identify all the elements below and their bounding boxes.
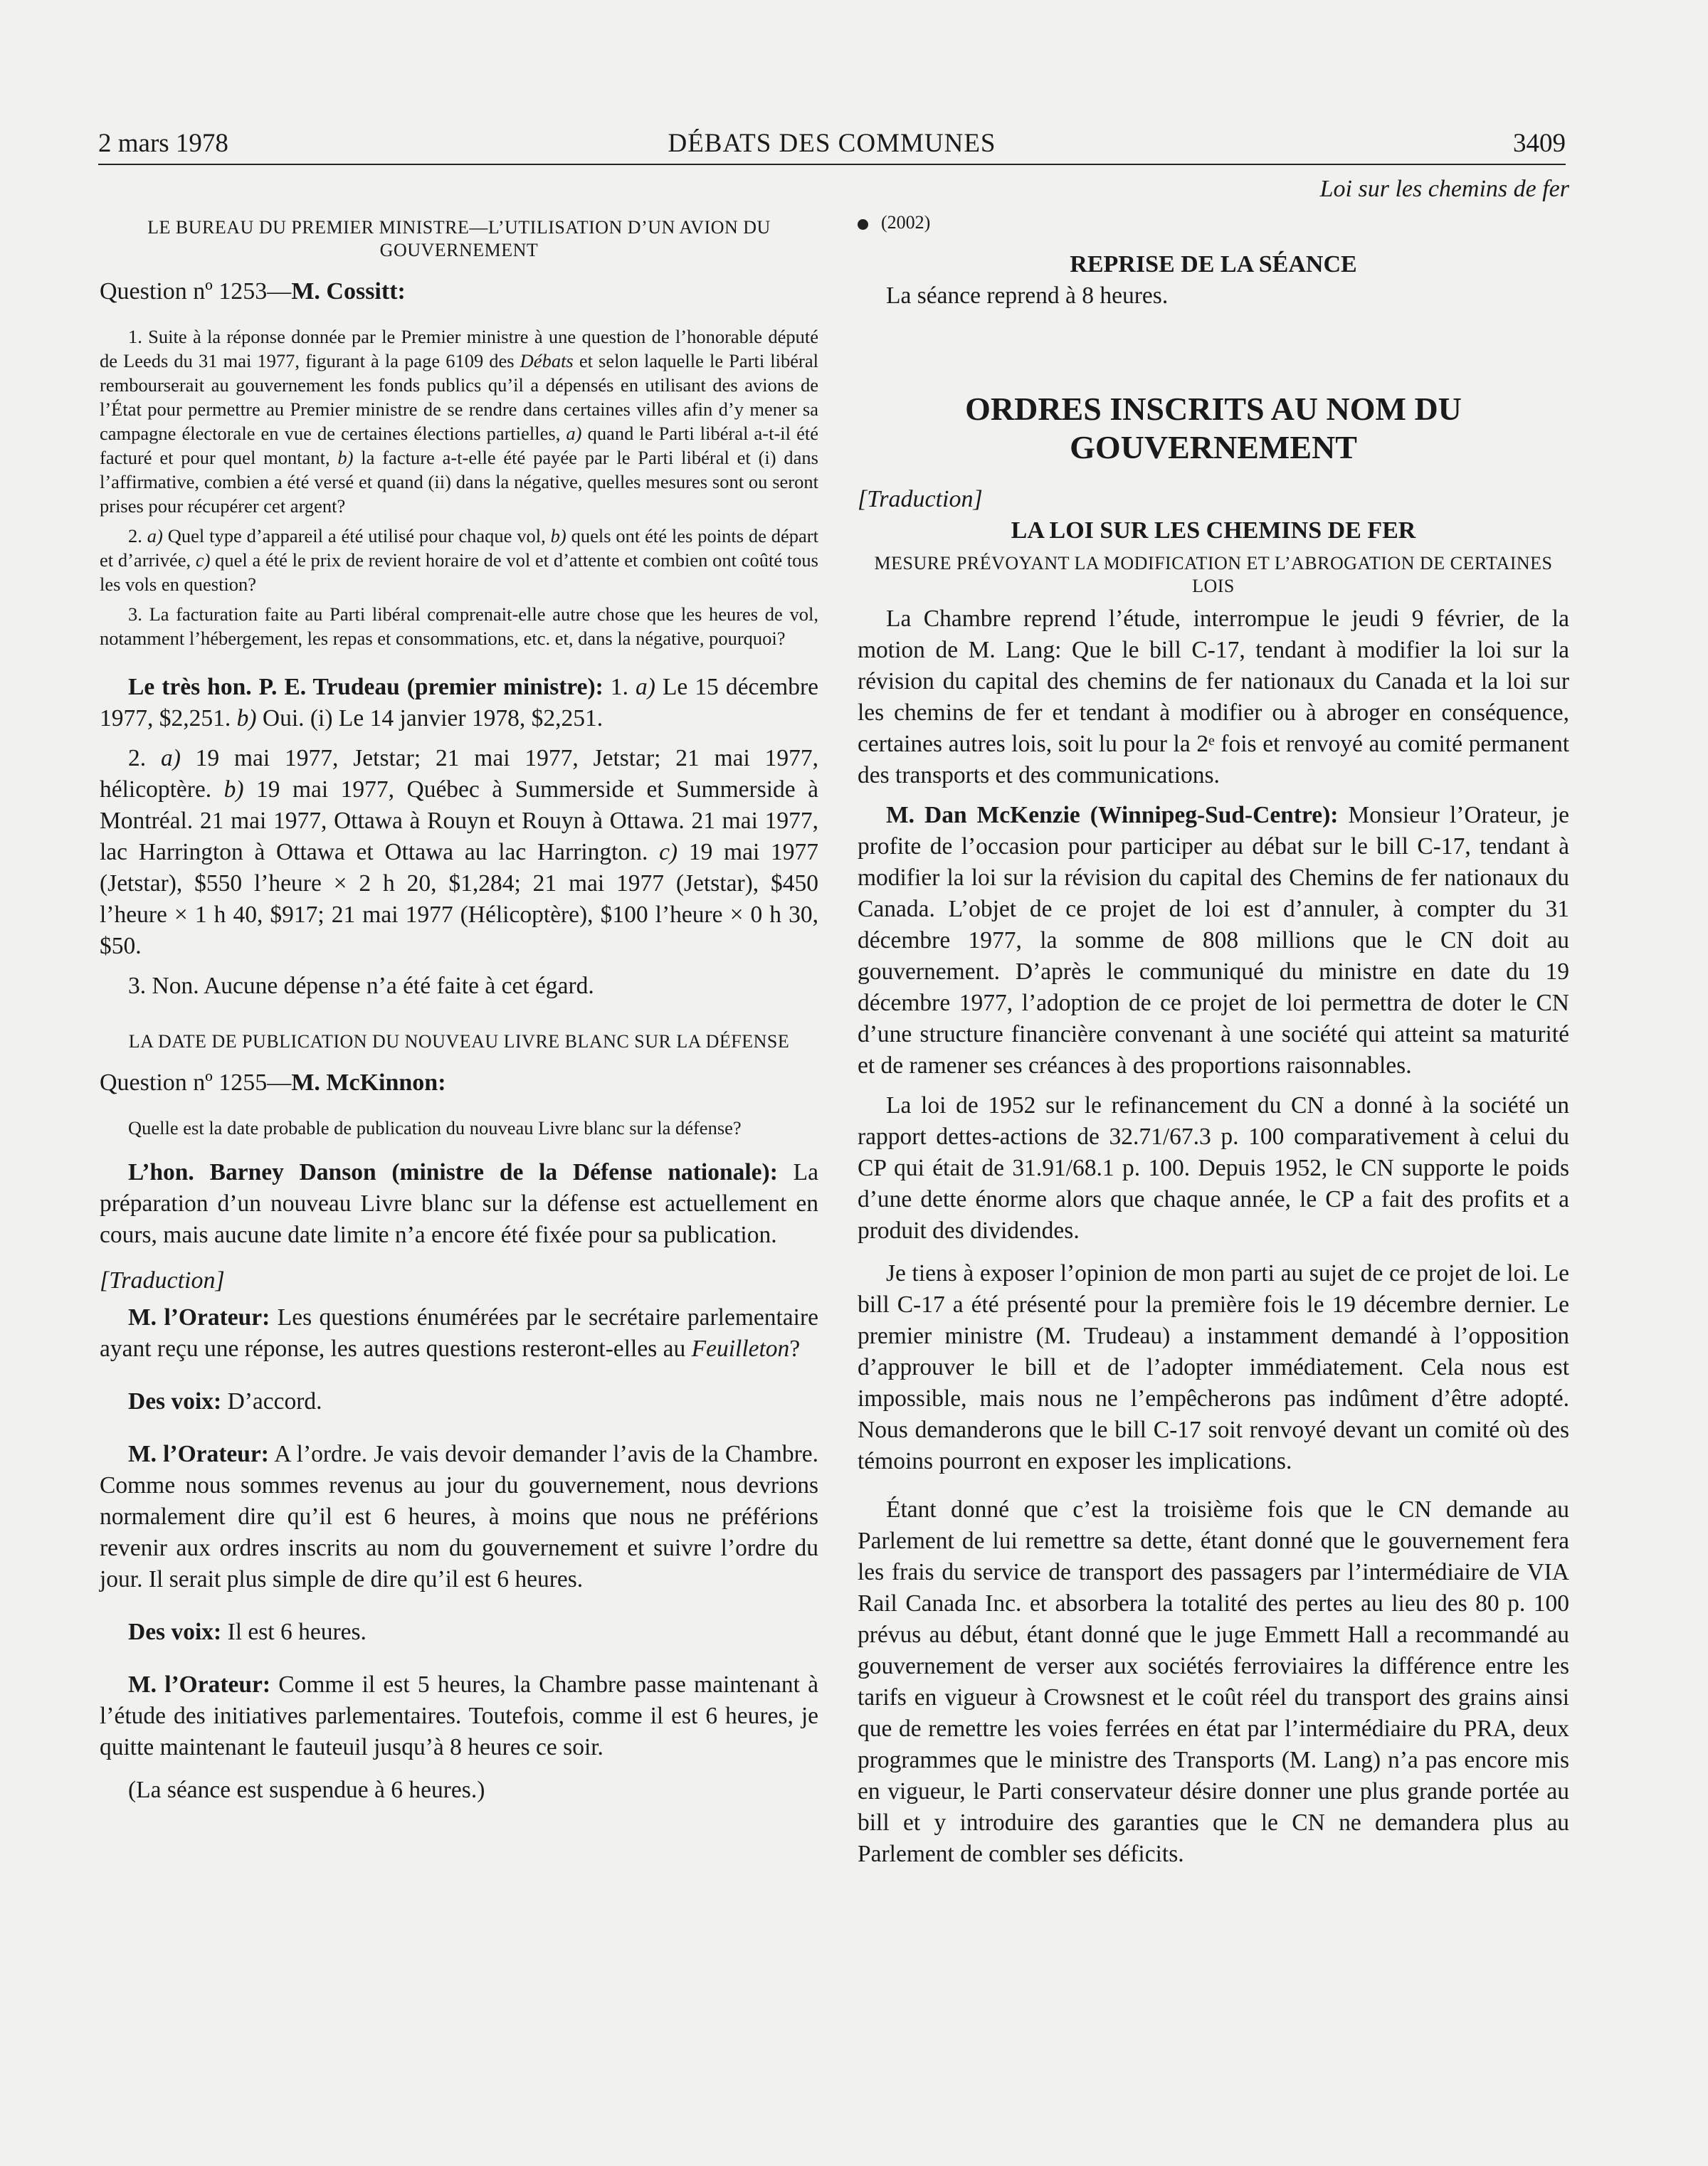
text-run: Il est 6 heures. bbox=[221, 1619, 367, 1645]
des-voix-daccord bbox=[100, 1386, 818, 1417]
text-run: 19 mai 1977, Jetstar; 21 mai 1977, Jetstar; 21 mai 1977, hélicoptère. bbox=[100, 745, 819, 803]
paragraph-1952: La loi de 1952 sur le refinancement du CN a donné à la société un rapport dettes-actions de 32.71/67.3 p. 100 comparativement à celui du CP qui était de 31.91/68.1 p. 100. Depuis 1952, le CN supporte le poids d’une dette énorme alors que chaque année, le CP a fait des profits et a produit des dividendes. bbox=[858, 1092, 1569, 1244]
text-run: D’accord. bbox=[221, 1388, 322, 1415]
item-marker: c) bbox=[659, 839, 678, 865]
item-marker: b) bbox=[236, 705, 257, 731]
time-marker bbox=[858, 211, 1569, 235]
section-title-livre-blanc: LA DATE DE PUBLICATION DU NOUVEAU LIVRE BLANC SUR LA DÉFENSE bbox=[128, 1031, 790, 1052]
time-label: (2002) bbox=[881, 212, 931, 233]
item-marker: b) bbox=[550, 525, 566, 546]
text-run: 2. bbox=[128, 745, 161, 771]
mesure-title: MESURE PRÉVOYANT LA MODIFICATION ET L’ABROGATION DE CERTAINES LOIS bbox=[874, 553, 1553, 596]
text-run: la facture a-t-elle été payée par le Parti libéral et (i) dans l’affirmative, combien a été versé et quand (ii) dans la négative, quelles mesures sont ou seront prises pour récupérer cet argent? bbox=[100, 447, 818, 517]
question-1253-part3: 3. La facturation faite au Parti libéral comprenait-elle autre chose que les heures de vol, notamment l’hébergement, les repas et consommations, etc. et, dans la négative, pourquoi? bbox=[100, 603, 818, 649]
speaker-name: Des voix: bbox=[128, 1619, 222, 1645]
item-marker: a) bbox=[566, 423, 582, 444]
text-run: 1. bbox=[603, 674, 636, 700]
traduction-note: [Traduction] bbox=[100, 1267, 225, 1294]
orateur-suspension bbox=[100, 1669, 818, 1763]
text-run: 19 mai 1977, Québec à Summerside et Summerside à Montréal. 21 mai 1977, Ottawa à Rouyn et Rouyn à Ottawa. 21 mai 1977, lac Harrington à Ottawa et Ottawa au lac Harrington. bbox=[100, 776, 818, 865]
orateur-ordre bbox=[100, 1439, 818, 1595]
text-run: quand le Parti libéral a-t-il été facturé et pour quel montant, bbox=[100, 423, 818, 468]
answer-trudeau-1 bbox=[100, 672, 818, 734]
reprise-text: La séance reprend à 8 heures. bbox=[886, 282, 1169, 309]
paragraph-opinion: Je tiens à exposer l’opinion de mon parti au sujet de ce projet de loi. Le bill C-17 a été présenté pour la première fois le 19 décembre dernier. Le premier ministre (M. Trudeau) a instamment demandé à l’opposition d’approuver le bill et de l’adopter immédiatement. Cela nous est impossible, mais nous ne l’empêcherons pas indûment d’être adopté. Nous demanderons que le bill C-17 soit renvoyé devant un comité où des témoins pourront en exposer les implications. bbox=[858, 1260, 1569, 1474]
text-run: Les questions énumérées par le secrétaire parlementaire ayant reçu une réponse, les autres questions resteront-elles au bbox=[100, 1304, 818, 1362]
ordres-title: ORDRES INSCRITS AU NOM DU GOUVERNEMENT bbox=[965, 391, 1462, 465]
section-title-bureau: LE BUREAU DU PREMIER MINISTRE—L’UTILISATION D’UN AVION DU GOUVERNEMENT bbox=[147, 217, 771, 260]
traduction-note: [Traduction] bbox=[858, 486, 983, 512]
answer-trudeau-2 bbox=[100, 743, 818, 962]
debats-italic: Débats bbox=[520, 350, 574, 371]
speaker-name: M. l’Orateur: bbox=[128, 1671, 271, 1698]
speaker-name: Le très hon. P. E. Trudeau (premier ministre): bbox=[128, 674, 603, 700]
text-run: quel a été le prix de revient horaire de vol et d’attente et combien ont coûté tous les vols en question? bbox=[100, 549, 818, 595]
item-marker: a) bbox=[160, 745, 181, 771]
answer-trudeau-3: 3. Non. Aucune dépense n’a été faite à cet égard. bbox=[128, 973, 594, 999]
question-1255-text: Quelle est la date probable de publication du nouveau Livre blanc sur la défense? bbox=[128, 1117, 742, 1139]
header-date: 2 mars 1978 bbox=[98, 129, 228, 158]
speaker-name: M. l’Orateur: bbox=[128, 1304, 270, 1331]
seance-suspendue: (La séance est suspendue à 6 heures.) bbox=[128, 1777, 485, 1803]
question-1253-part1 bbox=[100, 324, 818, 518]
question-1255-heading bbox=[100, 1067, 818, 1099]
text-run: ? bbox=[789, 1336, 801, 1362]
right-column bbox=[858, 174, 1569, 1870]
header-page-number: 3409 bbox=[1513, 129, 1566, 158]
traduction-label: Traduction bbox=[109, 1267, 216, 1294]
traduction-label: Traduction bbox=[867, 486, 974, 512]
feuilleton-italic: Feuilleton bbox=[691, 1336, 790, 1362]
bullet-dot-icon bbox=[858, 219, 868, 230]
text-run: Comme il est 5 heures, la Chambre passe maintenant à l’étude des initiatives parlementaires. Toutefois, comme il est 6 heures, je quitte maintenant le fauteuil jusqu’à 8 heures ce soir. bbox=[100, 1671, 818, 1760]
text-run: quels ont été les points de départ et d’arrivée, bbox=[100, 525, 818, 571]
text-run: Monsieur l’Orateur, je profite de l’occasion pour participer au débat sur le bill C-17, tendant à modifier la loi sur la révision du capital des Chemins de fer nationaux du Canada. L’objet de ce projet de loi est d’annuler, à compter du 31 décembre 1977, la somme de 808 millions que le CN doit au gouvernement. D’après le communiqué du ministre en date du 19 décembre 1977, l’adoption de ce projet de loi permettra de doter le CN d’une structure financière convenant à une société qui atteint sa maturité et de ramener ses créances à des proportions raisonnables. bbox=[858, 802, 1569, 1079]
header-title: DÉBATS DES COMMUNES bbox=[668, 129, 996, 158]
text-run: La préparation d’un nouveau Livre blanc sur la défense est actuellement en cours, mais aucune date limite n’a encore été fixée pour sa publication. bbox=[100, 1159, 818, 1248]
page-header bbox=[98, 124, 1566, 165]
text-run: 2. bbox=[128, 525, 147, 546]
item-marker: a) bbox=[636, 674, 655, 700]
item-marker: b) bbox=[337, 447, 354, 468]
text-run: 19 mai 1977 (Jetstar), $550 l’heure × 2 h 20, $1,284; 21 mai 1977 (Jetstar), $450 l’heure × 1 h 40, $917; 21 mai 1977 (Hélicoptère), $100 l’heure × 0 h 30, $50. bbox=[100, 839, 818, 959]
question-asker: M. McKinnon: bbox=[291, 1069, 446, 1096]
left-column bbox=[100, 174, 818, 1806]
orateur-questions bbox=[100, 1302, 818, 1365]
text-run: A l’ordre. Je vais devoir demander l’avis de la Chambre. Comme nous sommes revenus au jour du gouvernement, nous devrions normalement dire qu’il est 6 heures, à moins que nous ne préférions revenir aux ordres inscrits au nom du gouvernement et suivre l’ordre du jour. Il serait plus simple de dire qu’il est 6 heures. bbox=[100, 1441, 818, 1592]
text-run: Oui. (i) Le 14 janvier 1978, $2,251. bbox=[256, 705, 603, 731]
question-asker: M. Cossitt: bbox=[291, 278, 406, 305]
question-1253-heading bbox=[100, 276, 818, 307]
loi-title: LA LOI SUR LES CHEMINS DE FER bbox=[1011, 517, 1416, 544]
question-1253-part2 bbox=[100, 524, 818, 596]
speaker-name: M. l’Orateur: bbox=[128, 1441, 269, 1467]
running-head: Loi sur les chemins de fer bbox=[1319, 176, 1569, 202]
question-label: Question nº 1253— bbox=[100, 278, 292, 305]
item-marker: b) bbox=[223, 776, 244, 803]
speaker-name: L’hon. Barney Danson (ministre de la Défense nationale): bbox=[128, 1159, 778, 1185]
item-marker: a) bbox=[147, 525, 163, 546]
text-run: et selon laquelle le Parti libéral rembourserait au gouvernement les fonds publics qu’il a dépensés en utilisant des avions de l’État pour permettre au Premier ministre de se rendre dans certaines villes afin d’y mener sa campagne électorale en vue de certaines élections partielles, bbox=[100, 350, 818, 444]
mckenzie-speech bbox=[858, 800, 1569, 1082]
text-run: Quel type d’appareil a été utilisé pour chaque vol, bbox=[162, 525, 551, 546]
speaker-name: M. Dan McKenzie (Winnipeg-Sud-Centre): bbox=[886, 802, 1339, 828]
reprise-title: REPRISE DE LA SÉANCE bbox=[1070, 251, 1357, 278]
text-run: 1. Suite à la réponse donnée par le Premier ministre à une question de l’honorable député de Leeds du 31 mai 1977, figurant à la page 6109 des bbox=[100, 326, 818, 371]
question-label: Question nº 1255— bbox=[100, 1069, 292, 1096]
chambre-reprend: La Chambre reprend l’étude, interrompue le jeudi 9 février, de la motion de M. Lang: Que le bill C-17, tendant à modifier la loi sur la révision du capital des chemins de fer nationaux du Canada et la loi sur les chemins de fer et tendant à modifier ou à abroger en conséquence, certaines autres lois, soit lu pour la 2ᵉ fois et renvoyé au comité permanent des transports et des communications. bbox=[858, 606, 1569, 788]
text-run: Le 15 décembre 1977, $2,251. bbox=[100, 674, 819, 731]
speaker-name: Des voix: bbox=[128, 1388, 222, 1415]
des-voix-6-heures bbox=[100, 1617, 818, 1648]
item-marker: c) bbox=[195, 549, 211, 571]
paragraph-etant-donne: Étant donné que c’est la troisième fois que le CN demande au Parlement de lui remettre sa dette, étant donné que le gouvernement fera les frais du service de transport des passagers par l’intermédiaire de VIA Rail Canada Inc. et absorbera la totalité des pertes au lieu des 80 p. 100 prévus au début, étant donné que le juge Emmett Hall a recommandé au gouvernement de verser aux sociétés ferroviaires la différence entre les tarifs en vigueur à Crowsnest et le coût réel du transport des grains ainsi que de remettre les voies ferrées en état par l’intermédiaire du PRA, deux programmes que le ministre des Transports (M. Lang) n’a pas encore mis en vigueur, le Parti conservateur désire donner une plus grande portée au bill et y introduire des garanties que le CN ne demandera plus au Parlement de combler ses déficits. bbox=[858, 1496, 1569, 1867]
answer-danson bbox=[100, 1157, 818, 1251]
